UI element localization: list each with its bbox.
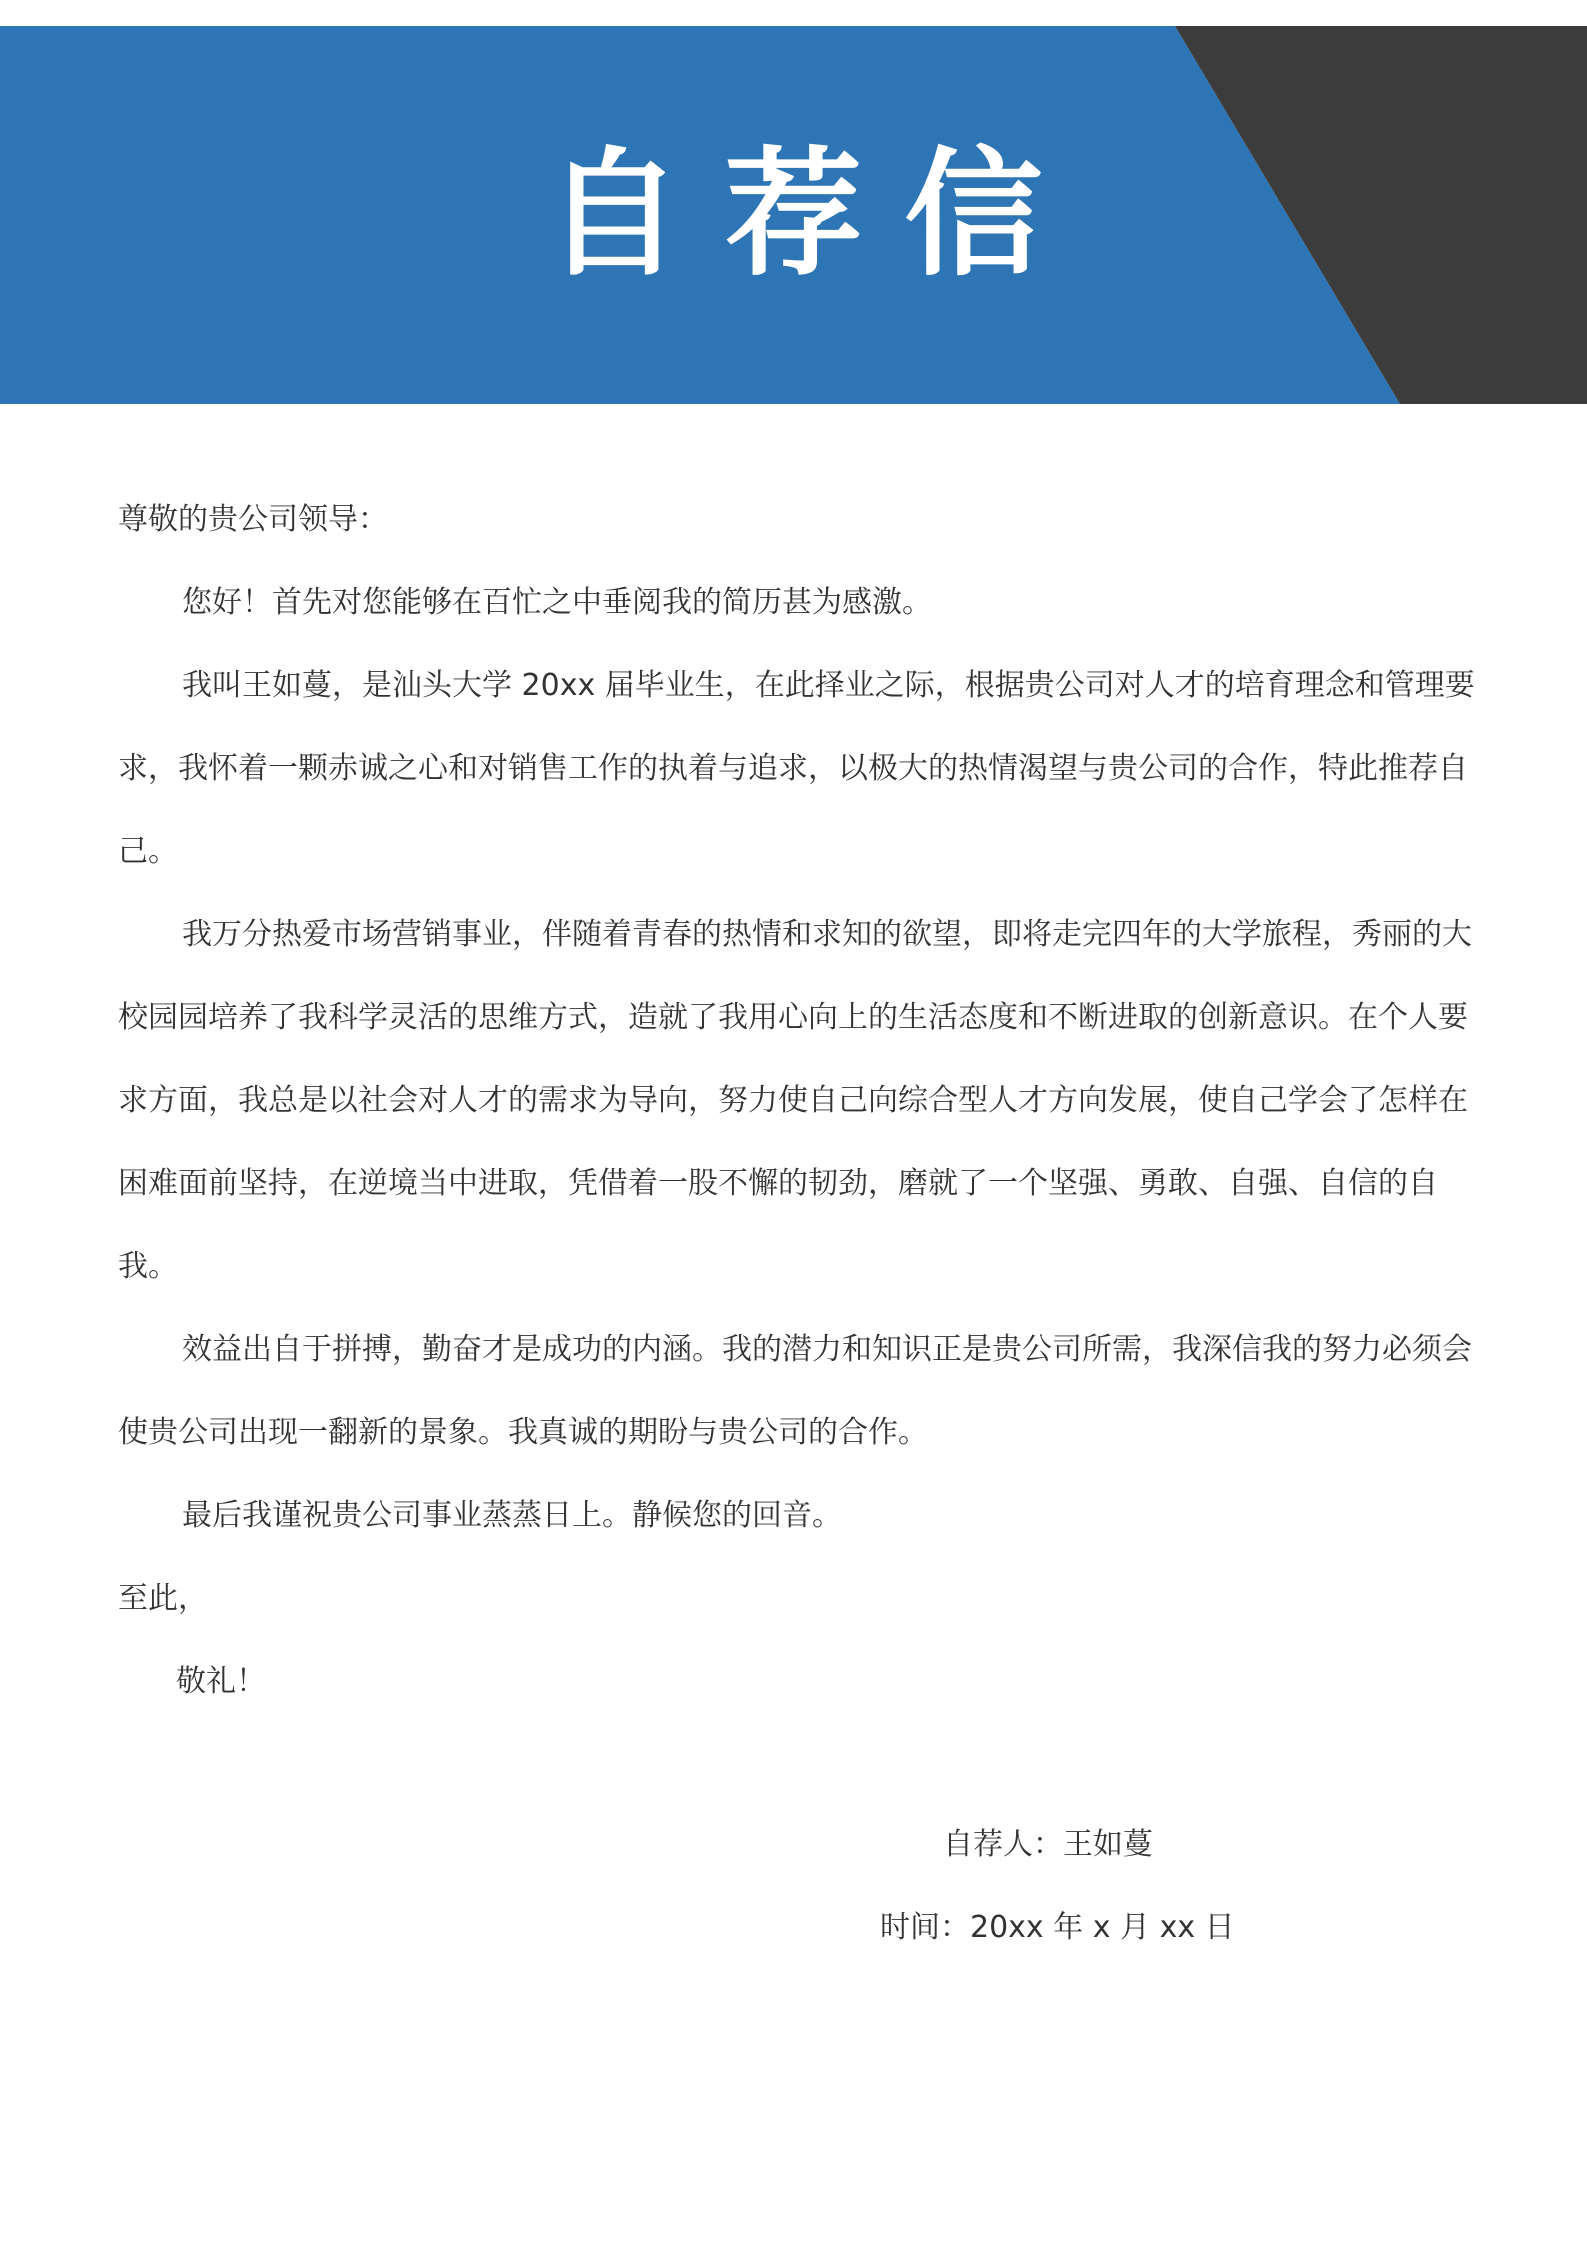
signature-date: 时间：20xx 年 x 月 xx 日 [880, 1910, 1235, 1945]
paragraph-wishes: 最后我谨祝贵公司事业蒸蒸日上。静候您的回音。 [182, 1498, 842, 1533]
salutation: 尊敬的贵公司领导： [118, 502, 388, 537]
regards: 敬礼！ [176, 1664, 266, 1699]
paragraph-experience: 我万分热爱市场营销事业，伴随着青春的热情和求知的欲望，即将走完四年的大学旅程，秀丽的大校园园培养了我科学灵活的思维方式，造就了我用心向上的生活态度和不断进取的创新意识。在个人要求方面，我总是以社会对人才的需求为导向，努力使自己向综合型人才方向发展，使自己学会了怎样在困难面前坚持，在逆境当中进取，凭借着一股不懈的韧劲，磨就了一个坚强、勇敢、自强、自信的自我。 [118, 917, 1472, 1284]
paragraph-introduction: 我叫王如蔓，是汕头大学 20xx 届毕业生，在此择业之际，根据贵公司对人才的培育理念和管理要求，我怀着一颗赤诚之心和对销售工作的执着与追求，以极大的热情渴望与贵公司的合作，特此推荐自己。 [118, 668, 1475, 869]
letter-body [118, 478, 1478, 1723]
paragraph-greeting: 您好！首先对您能够在百忙之中垂阅我的简历甚为感激。 [182, 585, 932, 620]
signer-name: 自荐人：王如蔓 [943, 1827, 1153, 1862]
page-title: 自荐信 [544, 134, 1085, 295]
paragraph-motivation: 效益出自于拼搏，勤奋才是成功的内涵。我的潜力和知识正是贵公司所需，我深信我的努力必须会使贵公司出现一翻新的景象。我真诚的期盼与贵公司的合作。 [118, 1332, 1472, 1450]
closing: 至此， [118, 1581, 208, 1616]
header-banner [0, 26, 1587, 404]
